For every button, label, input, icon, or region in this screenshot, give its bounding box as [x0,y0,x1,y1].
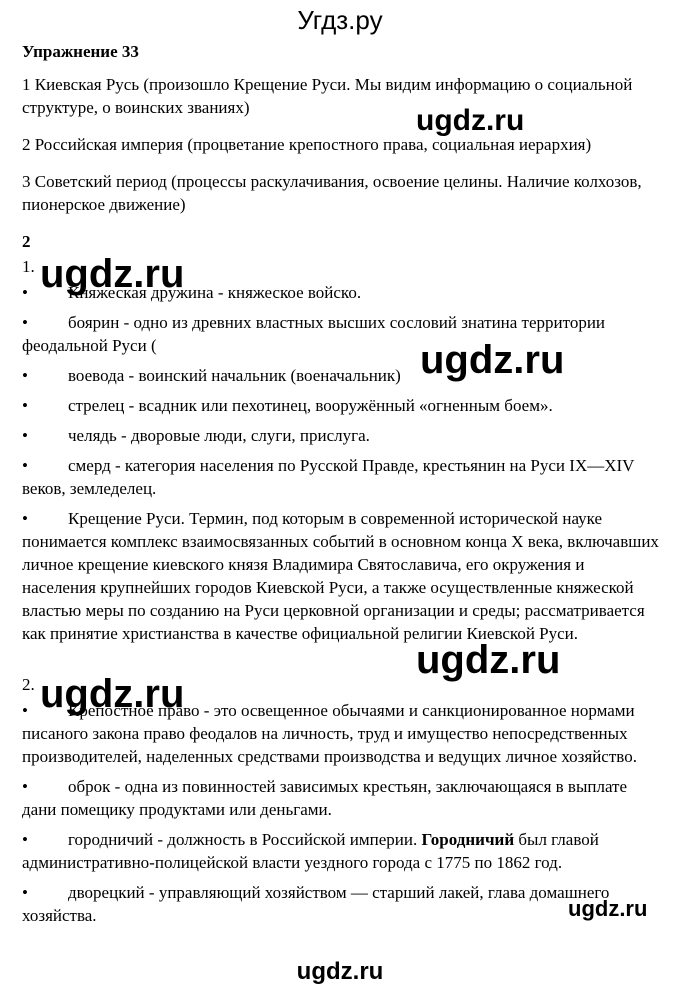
list-item [22,828,662,874]
list-item-text-after: был главой административно-полицейской власти уездного города с 1775 по 1862 год. [22,830,599,872]
bullet-icon: • [22,396,28,415]
list-item-text: боярин - одно из древних властных высших сословий знатина территории феодальной Руси ( [22,313,606,355]
bullet-icon: • [22,830,28,849]
list-item-text: дворецкий - управляющий хозяйством — старший лакей, глава домашнего хозяйства. [22,883,610,925]
answer-paragraph-3: 3 Советский период (процессы раскулачивания, освоение целины. Наличие колхозов, пионерское движение) [22,172,642,214]
list-item-bold-term: Городничий [421,830,515,849]
list-item-text: стрелец - всадник или пехотинец, вооружённый «огненным боем». [68,396,553,415]
list-item [22,881,662,927]
bullet-icon: • [22,701,28,720]
bullet-icon: • [22,366,28,385]
subsection-number-1: 1. [22,257,35,276]
watermark: ugdz.ru [416,104,525,137]
bullet-icon: • [22,456,28,475]
list-item-text: оброк - одна из повинностей зависимых крестьян, заключающаяся в выплате дани помещику продуктами или деньгами. [22,777,628,819]
list-item [22,454,662,500]
section-number: 2 [22,232,31,251]
list-item-text: Княжеская дружина - княжеское войско. [68,283,362,302]
document-body [22,40,662,934]
list-item [22,424,662,447]
list-item-text: челядь - дворовые люди, слуги, прислуга. [68,426,370,445]
bullet-icon: • [22,313,28,332]
watermark: ugdz.ru [40,672,185,716]
list-item-text: смерд - категория населения по Русской Правде, крестьянин на Руси IX—XIV веков, земледелец. [22,456,635,498]
bullet-icon: • [22,509,28,528]
exercise-title: Упражнение 33 [22,42,139,61]
watermark: ugdz.ru [40,252,185,296]
bullet-icon: • [22,283,28,302]
list-item-text-before: городничий - должность в Российской империи. [68,830,422,849]
answer-paragraph-2: 2 Российская империя (процветание крепостного права, социальная иерархия) [22,135,592,154]
watermark: ugdz.ru [420,338,565,382]
list-item [22,507,662,645]
list-item [22,311,662,357]
watermark: ugdz.ru [416,638,561,682]
list-item-text: Крещение Руси. Термин, под которым в современной исторической науке понимается комплекс взаимосвязанных событий в основном конца X века, включавших личное крещение киевского князя Владимира Святославича, его окружения и населения крупнейших городов Киевской Руси, а также осуществленные княжеской властью меры по созданию на Руси церковной организации и среды; рассматривается как принятие христианства в качестве официальной религии Киевской Руси. [22,509,659,643]
answer-paragraph-1: 1 Киевская Русь (произошло Крещение Руси. Мы видим информацию о социальной структуре, о воинских званиях) [22,75,633,117]
bullet-icon: • [22,426,28,445]
bullet-icon: • [22,883,28,902]
subsection-number-2: 2. [22,675,35,694]
site-header: Угдз.ру [297,5,383,35]
list-item-text: воевода - воинский начальник (военачальник) [68,366,401,385]
site-footer: ugdz.ru [296,958,384,985]
list-item-text: Крепостное право - это освещенное обычаями и санкционированное нормами писаного закона право феодалов на личность, труд и имущество непосредственных производителей, наделенных средствами производства и ведущих личное хозяйство. [22,701,637,766]
list-item [22,775,662,821]
list-item [22,364,662,387]
list-item [22,394,662,417]
bullet-icon: • [22,777,28,796]
watermark: ugdz.ru [568,896,648,921]
